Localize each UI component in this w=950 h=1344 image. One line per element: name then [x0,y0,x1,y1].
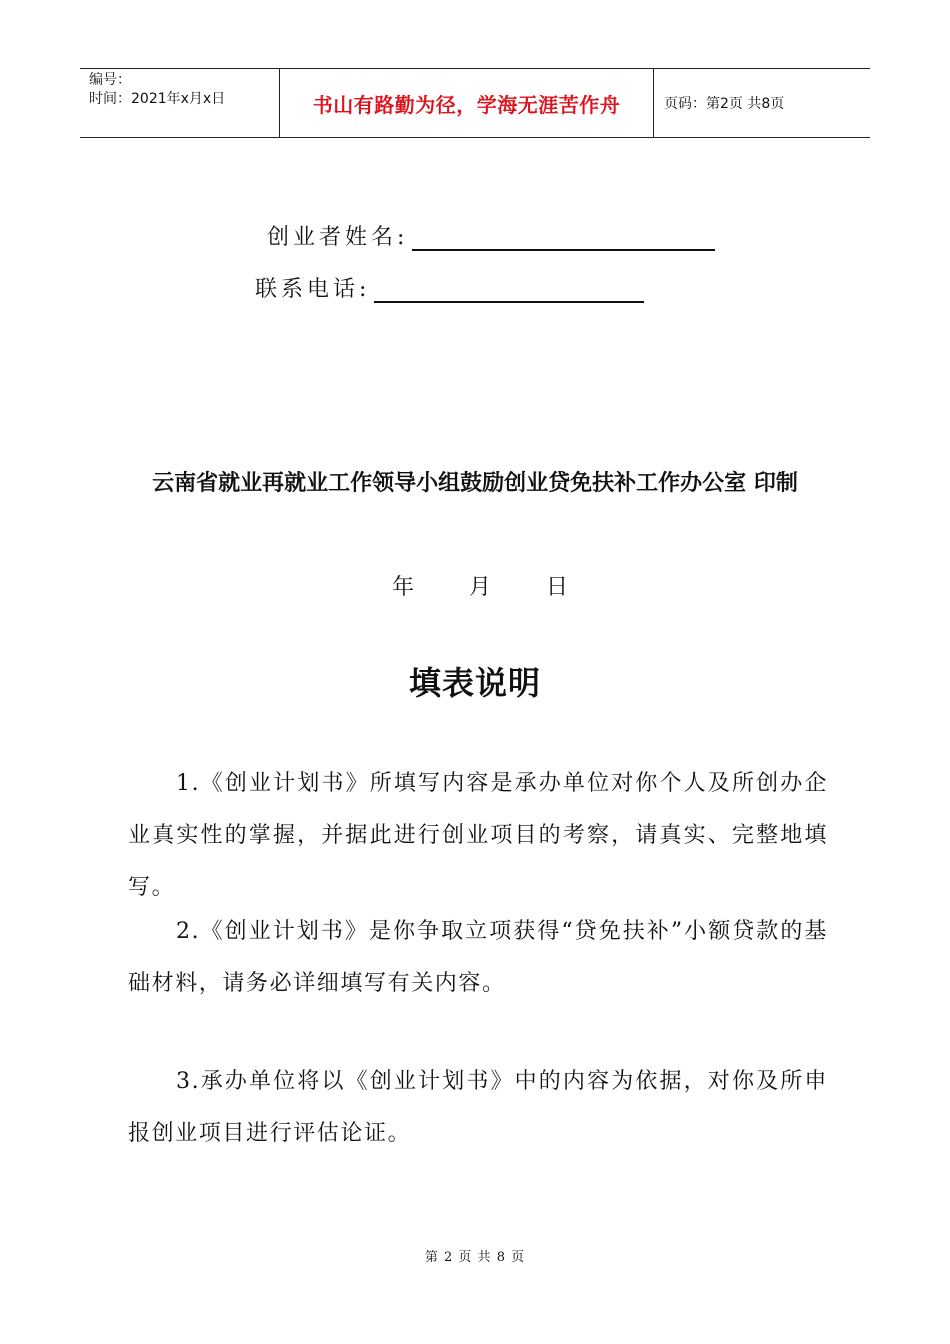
motto-text: 书山有路勤为径，学海无涯苦作舟 [312,92,621,117]
section-title: 填表说明 [408,664,541,702]
issuer-line: 云南省就业再就业工作领导小组鼓励创业贷免扶补工作办公室 印制 [152,470,798,496]
issue-date [392,570,568,601]
instruction-item: 3.承办单位将以《创业计划书》中的内容为依据，对你及所申报创业项目进行评估论证。 [128,1069,828,1146]
phone-blank[interactable] [374,277,644,303]
page-indicator: 页码：第2页 共8页 [664,96,785,112]
founder-name-label: 创业者姓名: [267,225,409,250]
header-meta [80,69,280,137]
document-number-label: 编号： [89,72,131,88]
instruction-item: 1.《创业计划书》所填写内容是承办单位对你个人及所创办企业真实性的掌握，并据此进行创业项目的考察，请真实、完整地填写。 [128,771,828,900]
phone-field [255,272,644,303]
date-month: 月 [469,575,492,600]
page-header [80,68,870,138]
header-page-cell [654,69,870,137]
founder-name-blank[interactable] [412,225,715,251]
founder-name-field [267,220,715,251]
date-day: 日 [546,575,569,600]
instruction-item: 2.《创业计划书》是你争取立项获得“贷免扶补”小额贷款的基础材料，请务必详细填写有关内容。 [128,919,828,996]
date-year: 年 [392,575,415,600]
page-footer: 第 2 页 共 8 页 [424,1250,526,1265]
document-time-label: 时间：2021年x月x日 [89,91,226,107]
phone-label: 联系电话: [255,277,371,302]
header-motto-cell [280,69,654,137]
